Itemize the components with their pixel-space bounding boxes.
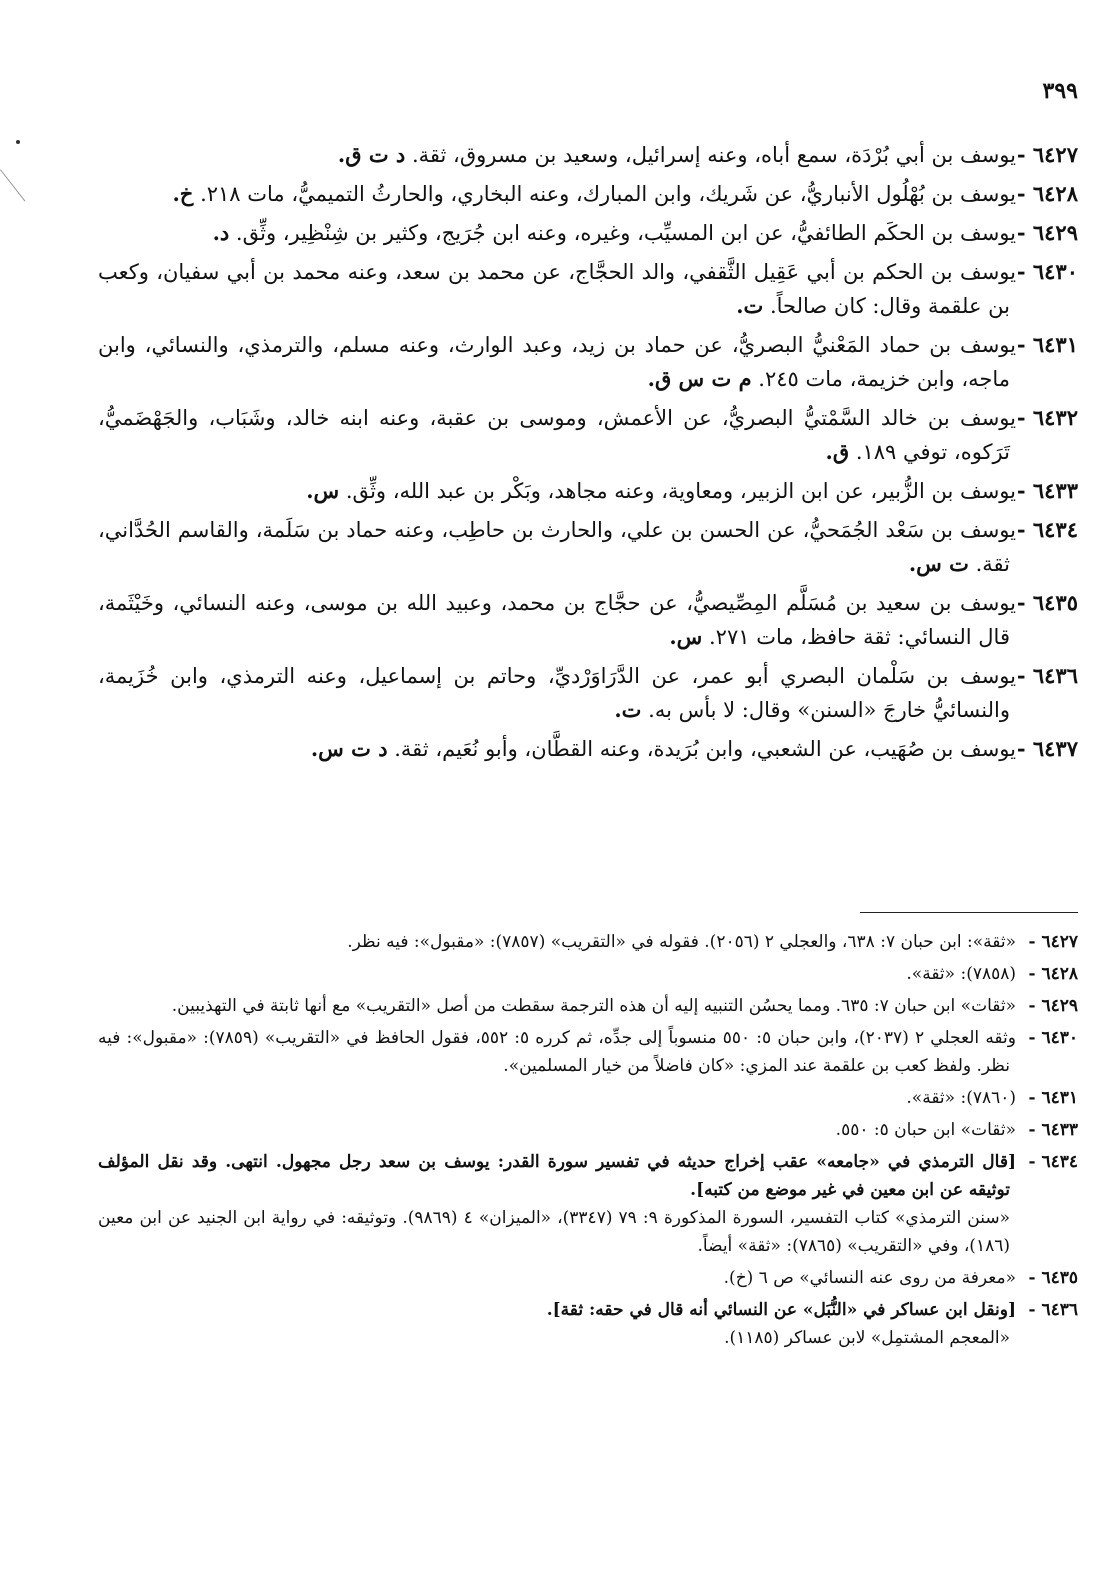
footnote-text: (٧٨٦٠): «ثقة». [906,1088,1016,1108]
footnote-text: (٧٨٥٨): «ثقة». [906,964,1016,984]
footnote-reference: «سنن الترمذي» كتاب التفسير، السورة المذكورة ٩: ٧٩ (٣٣٤٧)، «الميزان» ٤ (٩٨٦٩). وتوثيقه: في رواية ابن الجنيد عن ابن معين (١٨٦)، وفي «التقريب» (٧٨٦٥): «ثقة» أيضاً. [98,1208,1010,1256]
entry-source-code: س. [306,478,340,503]
biography-entry [98,328,1078,396]
entry-text: يوسف بن الحكم بن أبي عَقِيل الثَّقفي، والد الحجَّاج، عن محمد بن سعد، وعنه محمد بن أبي سفيان، وكعب بن علقمة وقال: كان صالحاً. [98,260,1016,318]
entry-number: ٦٤٢٩ - [1016,220,1078,245]
scan-edge-mark [0,145,57,202]
entry-text: يوسف بن سَلْمان البصري أبو عمر، عن الدَّرَاوَرْديِّ، وحاتم بن إسماعيل، وعنه الترمذي، وابن خُزَيمة، والنسائيُّ خارجَ «السنن» وقال: لا بأس به. [98,664,1016,722]
entry-number: ٦٤٣٠ - [1016,259,1078,284]
footnote-number: ٦٤٣١ - [1028,1088,1078,1108]
footnote [98,992,1078,1020]
page-number: ٣٩٩ [1042,78,1078,104]
entry-text: يوسف بن أبي بُرْدَة، سمع أباه، وعنه إسرائيل، وسعيد بن مسروق، ثقة. [411,143,1016,167]
footnote-number: ٦٤٢٩ - [1028,996,1078,1016]
entry-text: يوسف بن حماد المَعْنيُّ البصريُّ، عن حماد بن زيد، وعبد الوارث، وعنه مسلم، والترمذي، والنسائي، وابن ماجه، وابن خزيمة، مات ٢٤٥. [98,333,1016,391]
biography-entry [98,401,1078,469]
biography-entry [98,255,1078,323]
margin-dot [16,140,20,144]
entry-number: ٦٤٣٧ - [1016,736,1078,761]
footnote-text: وثقه العجلي ٢ (٢٠٣٧)، وابن حبان ٥: ٥٥٠ منسوباً إلى جدِّه، ثم كرره ٥: ٥٥٢، فقول الحافظ في «التقريب» (٧٨٥٩): «مقبول»: فيه نظر. ولفظ كعب بن علقمة عند المزي: «كان فاضلاً من خيار المسلمين». [98,1028,1016,1076]
entry-text: يوسف بن الزُّبير، عن ابن الزبير، ومعاوية، وعنه مجاهد، وبَكْر بن عبد الله، وثِّق. [345,479,1016,503]
entry-number: ٦٤٣٣ - [1016,478,1078,503]
entry-text: يوسف بن الحكَم الطائفيُّ، عن ابن المسيِّب، وغيره، وعنه ابن جُرَيج، وكثير بن شِنْظِير، وثِّق. [235,221,1016,245]
entry-text: يوسف بن خالد السَّمْتيُّ البصريُّ، عن الأعمش، وموسى بن عقبة، وعنه ابنه خالد، وشَبَاب، والجَهْضَميُّ، تَرَكوه، توفي ١٨٩. [98,406,1016,464]
entry-text: يوسف بن بُهْلُول الأنباريُّ، عن شَريك، وابن المبارك، وعنه البخاري، والحارثُ التميميُّ، مات ٢١٨. [200,182,1016,206]
footnote-text: «ثقات» ابن حبان ٥: ٥٥٠. [835,1120,1016,1140]
entry-number: ٦٤٢٧ - [1016,142,1078,167]
footnote [98,1024,1078,1080]
biography-entry [98,474,1078,508]
biography-entry [98,138,1078,172]
entry-number: ٦٤٣٦ - [1016,663,1078,688]
entry-number: ٦٤٣٥ - [1016,590,1078,615]
entry-text: يوسف بن سعيد بن مُسَلَّم المِصِّيصيُّ، عن حجَّاج بن محمد، وعبيد الله بن موسى، وعنه النسائي، وخَيْثَمة، قال النسائي: ثقة حافظ، مات ٢٧١. [98,591,1016,649]
entry-source-code: ق. [825,439,850,464]
entry-text: يوسف بن صُهَيب، عن الشعبي، وابن بُرَيدة، وعنه القطَّان، وأبو نُعَيم، ثقة. [394,737,1016,761]
footnote-separator [860,912,1078,913]
footnote-text: [ونقل ابن عساكر في «النُّبَل» عن النسائي أنه قال في حقه: ثقة]. [546,1300,1016,1320]
footnote [98,1296,1078,1352]
footnote [98,1264,1078,1292]
footnote [98,928,1078,956]
entry-number: ٦٤٣١ - [1016,332,1078,357]
footnote-reference: «المعجم المشتمِل» لابن عساكر (١١٨٥). [724,1328,1010,1348]
biography-entries [98,138,1078,771]
footnote [98,1116,1078,1144]
footnote-number: ٦٤٣٣ - [1028,1120,1078,1140]
entry-source-code: س. [669,624,703,649]
entry-source-code: م ت س ق. [647,366,752,391]
footnote-text: [قال الترمذي في «جامعه» عقب إخراج حديثه في تفسير سورة القدر: يوسف بن سعد رجل مجهول. انتهى. وقد نقل المؤلف توثيقه عن ابن معين في غير موضع من كتبه]. [98,1152,1016,1200]
entry-source-code: د. [212,220,230,245]
biography-entry [98,513,1078,581]
footnote [98,1148,1078,1260]
footnote-text: «معرفة من روى عنه النسائي» ص ٦ (خ). [723,1268,1016,1288]
entry-source-code: خ. [172,181,194,206]
footnote-number: ٦٤٣٠ - [1028,1028,1078,1048]
footnote [98,960,1078,988]
footnotes [98,928,1078,1356]
entry-number: ٦٤٣٢ - [1016,405,1078,430]
biography-entry [98,216,1078,250]
biography-entry [98,732,1078,766]
biography-entry [98,177,1078,211]
footnote-text: «ثقة»: ابن حبان ٧: ٦٣٨، والعجلي ٢ (٢٠٥٦). فقوله في «التقريب» (٧٨٥٧): «مقبول»: فيه نظر. [347,932,1016,952]
entry-source-code: د ت ق. [337,142,406,167]
footnote-number: ٦٤٣٤ - [1028,1152,1078,1172]
entry-number: ٦٤٢٨ - [1016,181,1078,206]
footnote-number: ٦٤٣٦ - [1028,1300,1078,1320]
entry-number: ٦٤٣٤ - [1016,517,1078,542]
entry-text: يوسف بن سَعْد الجُمَحيُّ، عن الحسن بن علي، والحارث بن حاطِب، وعنه حماد بن سَلَمة، والقاسم الحُدَّاني، ثقة. [98,518,1016,576]
entry-source-code: ت س. [908,551,969,576]
biography-entry [98,659,1078,727]
footnote-number: ٦٤٢٧ - [1028,932,1078,952]
footnote-number: ٦٤٣٥ - [1028,1268,1078,1288]
entry-source-code: ت. [736,293,764,318]
footnote-text: «ثقات» ابن حبان ٧: ٦٣٥. ومما يحسُن التنبيه إليه أن هذه الترجمة سقطت من أصل «التقريب» مع أنها ثابتة في التهذيبين. [171,996,1016,1016]
entry-source-code: د ت س. [310,736,388,761]
footnote-number: ٦٤٢٨ - [1028,964,1078,984]
entry-source-code: ت. [614,697,642,722]
footnote [98,1084,1078,1112]
biography-entry [98,586,1078,654]
